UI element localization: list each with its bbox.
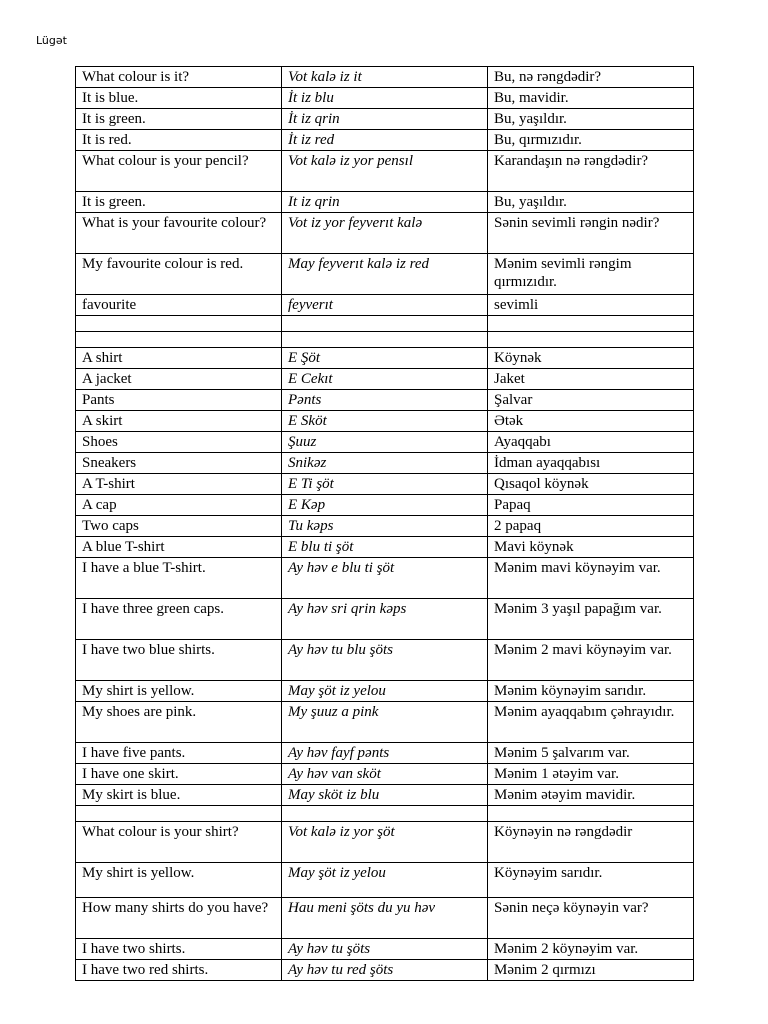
english-cell: Two caps [76,516,282,537]
azerbaijani-cell: Qısaqol köynək [488,474,694,495]
pronunciation-cell: İt iz red [282,130,488,151]
table-row [76,863,694,898]
pronunciation-cell: My şuuz a pink [282,702,488,743]
azerbaijani-cell: Sənin sevimli rəngin nədir? [488,213,694,254]
pronunciation-cell [282,806,488,822]
pronunciation-cell: Vot iz yor feyverıt kalə [282,213,488,254]
english-cell: I have one skirt. [76,764,282,785]
english-cell: My shoes are pink. [76,702,282,743]
pronunciation-cell: E Cekıt [282,369,488,390]
table-row [76,785,694,806]
english-cell: My favourite colour is red. [76,254,282,295]
azerbaijani-cell: Köynəyim sarıdır. [488,863,694,898]
azerbaijani-cell: Bu, mavidir. [488,88,694,109]
azerbaijani-cell: Şalvar [488,390,694,411]
pronunciation-cell: feyverıt [282,295,488,316]
pronunciation-cell: Ay həv sri qrin kəps [282,599,488,640]
english-cell: I have three green caps. [76,599,282,640]
pronunciation-cell: E blu ti şöt [282,537,488,558]
azerbaijani-cell: sevimli [488,295,694,316]
table-row [76,151,694,192]
table-row [76,702,694,743]
pronunciation-cell: İt iz blu [282,88,488,109]
table-row [76,432,694,453]
table-row [76,743,694,764]
table-row [76,537,694,558]
table-row [76,192,694,213]
azerbaijani-cell: Mənim ətəyim mavidir. [488,785,694,806]
table-row [76,411,694,432]
table-row [76,213,694,254]
english-cell: favourite [76,295,282,316]
azerbaijani-cell: Karandaşın nə rəngdədir? [488,151,694,192]
table-row [76,764,694,785]
vocabulary-table [75,66,694,981]
pronunciation-cell [282,316,488,332]
pronunciation-cell: Vot kalə iz yor şöt [282,822,488,863]
english-cell: What colour is your pencil? [76,151,282,192]
english-cell: I have five pants. [76,743,282,764]
table-row [76,453,694,474]
table-row [76,806,694,822]
azerbaijani-cell: Bu, yaşıldır. [488,109,694,130]
vocabulary-table-body [76,67,694,981]
table-row [76,898,694,939]
english-cell: A shirt [76,348,282,369]
table-row [76,348,694,369]
table-row [76,960,694,981]
pronunciation-cell: E Ti şöt [282,474,488,495]
azerbaijani-cell: Ətək [488,411,694,432]
azerbaijani-cell: Bu, nə rəngdədir? [488,67,694,88]
pronunciation-cell: E Kəp [282,495,488,516]
english-cell: A blue T-shirt [76,537,282,558]
azerbaijani-cell: Köynək [488,348,694,369]
table-row [76,295,694,316]
table-row [76,369,694,390]
pronunciation-cell: Pənts [282,390,488,411]
table-row [76,939,694,960]
table-row [76,599,694,640]
english-cell [76,332,282,348]
english-cell: I have a blue T-shirt. [76,558,282,599]
azerbaijani-cell: Mənim 2 mavi köynəyim var. [488,640,694,681]
azerbaijani-cell: Sənin neçə köynəyin var? [488,898,694,939]
azerbaijani-cell: Köynəyin nə rəngdədir [488,822,694,863]
page-heading: Lügət [36,34,67,47]
pronunciation-cell: Vot kalə iz it [282,67,488,88]
english-cell: My shirt is yellow. [76,863,282,898]
pronunciation-cell: May sköt iz blu [282,785,488,806]
pronunciation-cell: May şöt iz yelou [282,863,488,898]
english-cell: A T-shirt [76,474,282,495]
table-row [76,390,694,411]
table-row [76,822,694,863]
pronunciation-cell: E Şöt [282,348,488,369]
english-cell: What is your favourite colour? [76,213,282,254]
pronunciation-cell: Ay həv van sköt [282,764,488,785]
azerbaijani-cell [488,806,694,822]
azerbaijani-cell: Mavi köynək [488,537,694,558]
table-row [76,332,694,348]
table-row [76,109,694,130]
english-cell: A skirt [76,411,282,432]
azerbaijani-cell [488,332,694,348]
table-row [76,67,694,88]
pronunciation-cell: Ay həv tu red şöts [282,960,488,981]
pronunciation-cell: E Sköt [282,411,488,432]
english-cell: It is blue. [76,88,282,109]
pronunciation-cell [282,332,488,348]
table-row [76,316,694,332]
azerbaijani-cell: Ayaqqabı [488,432,694,453]
pronunciation-cell: Ay həv e blu ti şöt [282,558,488,599]
table-row [76,88,694,109]
azerbaijani-cell: Mənim ayaqqabım çəhrayıdır. [488,702,694,743]
english-cell: It is green. [76,192,282,213]
table-row [76,495,694,516]
english-cell: A cap [76,495,282,516]
english-cell: I have two red shirts. [76,960,282,981]
azerbaijani-cell: Mənim köynəyim sarıdır. [488,681,694,702]
pronunciation-cell: Tu kəps [282,516,488,537]
table-row [76,558,694,599]
azerbaijani-cell: İdman ayaqqabısı [488,453,694,474]
english-cell: I have two blue shirts. [76,640,282,681]
azerbaijani-cell: Mənim 5 şalvarım var. [488,743,694,764]
table-row [76,474,694,495]
english-cell: My skirt is blue. [76,785,282,806]
english-cell: I have two shirts. [76,939,282,960]
pronunciation-cell: Hau meni şöts du yu həv [282,898,488,939]
english-cell [76,806,282,822]
pronunciation-cell: It iz qrin [282,192,488,213]
pronunciation-cell: İt iz qrin [282,109,488,130]
pronunciation-cell: Vot kalə iz yor pensıl [282,151,488,192]
azerbaijani-cell: Mənim mavi köynəyim var. [488,558,694,599]
english-cell: Sneakers [76,453,282,474]
pronunciation-cell: May şöt iz yelou [282,681,488,702]
english-cell: It is green. [76,109,282,130]
pronunciation-cell: Ay həv tu şöts [282,939,488,960]
azerbaijani-cell: Mənim 1 ətəyim var. [488,764,694,785]
pronunciation-cell: Ay həv fayf pənts [282,743,488,764]
english-cell: What colour is your shirt? [76,822,282,863]
english-cell: Shoes [76,432,282,453]
pronunciation-cell: Snikəz [282,453,488,474]
azerbaijani-cell: Mənim sevimli rəngim qırmızıdır. [488,254,694,295]
english-cell: A jacket [76,369,282,390]
azerbaijani-cell: 2 papaq [488,516,694,537]
pronunciation-cell: Ay həv tu blu şöts [282,640,488,681]
azerbaijani-cell: Jaket [488,369,694,390]
azerbaijani-cell [488,316,694,332]
azerbaijani-cell: Mənim 2 köynəyim var. [488,939,694,960]
azerbaijani-cell: Mənim 3 yaşıl papağım var. [488,599,694,640]
azerbaijani-cell: Papaq [488,495,694,516]
pronunciation-cell: May feyverıt kalə iz red [282,254,488,295]
table-row [76,130,694,151]
english-cell [76,316,282,332]
english-cell: My shirt is yellow. [76,681,282,702]
azerbaijani-cell: Bu, yaşıldır. [488,192,694,213]
table-row [76,516,694,537]
table-row [76,254,694,295]
english-cell: Pants [76,390,282,411]
table-row [76,640,694,681]
english-cell: How many shirts do you have? [76,898,282,939]
table-row [76,681,694,702]
pronunciation-cell: Şuuz [282,432,488,453]
english-cell: It is red. [76,130,282,151]
azerbaijani-cell: Mənim 2 qırmızı [488,960,694,981]
english-cell: What colour is it? [76,67,282,88]
azerbaijani-cell: Bu, qırmızıdır. [488,130,694,151]
